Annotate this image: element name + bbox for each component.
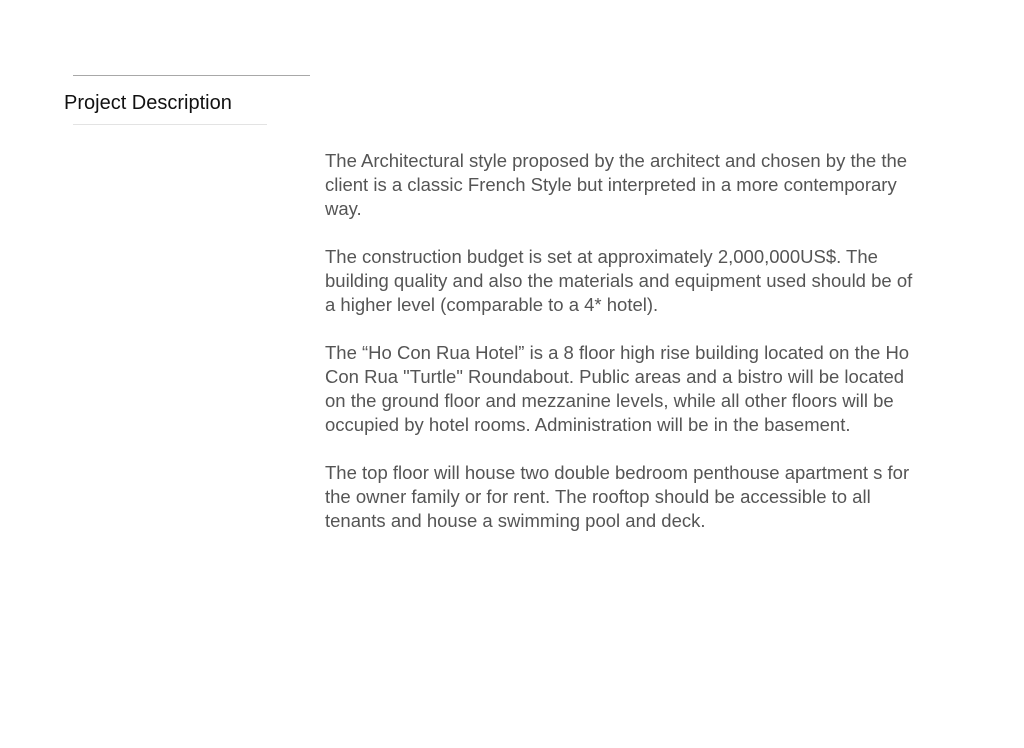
paragraph-top-floor: The top floor will house two double bedroom penthouse apartment s for the owner family or for rent. The rooftop should be accessible to all tenants and house a swimming pool and deck. — [325, 462, 910, 531]
page-title: Project Description — [64, 92, 232, 114]
title-bottom-divider — [73, 124, 267, 125]
paragraph-budget: The construction budget is set at approximately 2,000,000US$. The building quality and also the materials and equipment used should be of a higher level (comparable to a 4* hotel). — [325, 246, 913, 315]
paragraph-building-layout: The “Ho Con Rua Hotel” is a 8 floor high rise building located on the Ho Con Rua "Turtle" Roundabout. Public areas and a bistro will be located on the ground floor and mezzanine levels, while all other floors will be occupied by hotel rooms. Administration will be in the basement. — [325, 342, 910, 435]
title-top-divider — [73, 75, 310, 76]
paragraph-architectural-style: The Architectural style proposed by the architect and chosen by the the client is a classic French Style but interpreted in a more contemporary way. — [325, 150, 908, 219]
description-body — [325, 149, 925, 533]
